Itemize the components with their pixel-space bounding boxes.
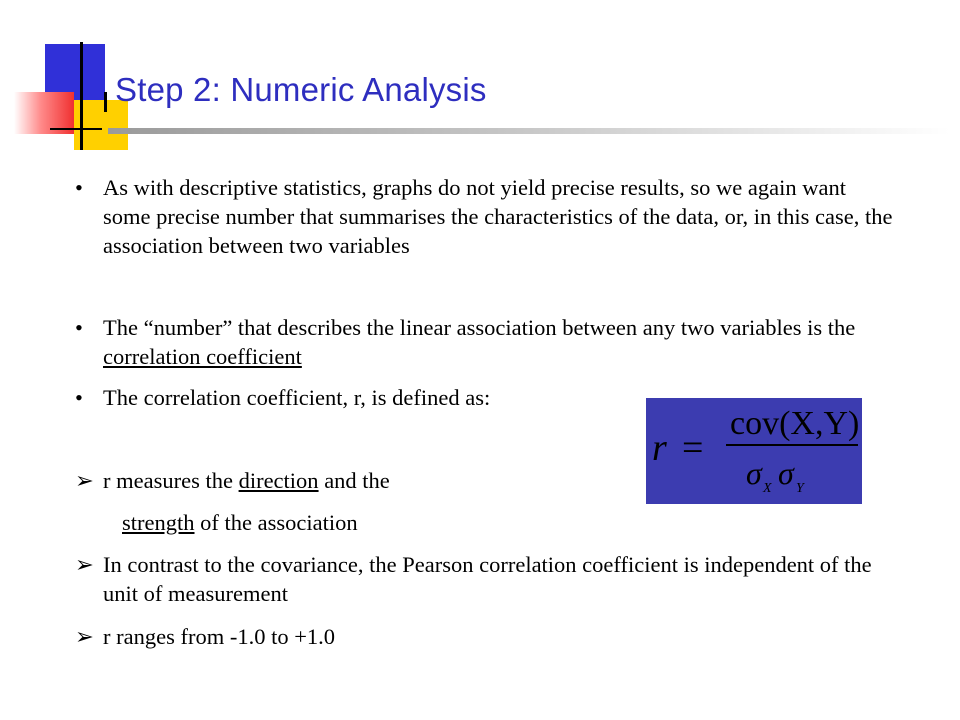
strength-term: strength: [122, 510, 195, 535]
formula-numerator: cov(X,Y): [730, 405, 860, 442]
correlation-coefficient-term: correlation coefficient: [103, 344, 302, 369]
horizontal-line-decoration: [50, 128, 102, 130]
direction-term: direction: [238, 468, 319, 493]
arrow-text-lead: r measures the: [103, 468, 239, 493]
bullet-item: [75, 173, 895, 260]
formula-equals: =: [682, 427, 704, 469]
arrow-item-text: In contrast to the covariance, the Pearson correlation coefficient is independent of the unit of measurement: [103, 552, 872, 606]
vertical-line-decoration: [80, 42, 83, 150]
formula-graphic: [646, 398, 862, 504]
title-underline-gradient: [108, 128, 950, 134]
slide-title: Step 2: Numeric Analysis: [115, 71, 487, 108]
bullet-text: As with descriptive statistics, graphs do not yield precise results, so we again want some precise number that summarises the characteristics of the data, or, in this case, the association between two variables: [103, 175, 893, 258]
arrow-bullet-icon: ➢: [75, 624, 94, 649]
arrow-item: [75, 622, 895, 651]
bullet-item: [75, 313, 895, 371]
arrow-item-text: r ranges from -1.0 to +1.0: [103, 624, 336, 649]
short-vertical-line-decoration: [104, 92, 107, 112]
formula-sigma-x: σ: [746, 455, 762, 491]
arrow-item: [75, 466, 635, 495]
bullet-marker: •: [75, 315, 83, 340]
formula-subscript-y: Y: [796, 481, 804, 496]
bullet-marker: •: [75, 175, 83, 200]
formula-lhs: r: [652, 427, 667, 469]
arrow-text-tail: and the: [318, 468, 390, 493]
bullet-text: [103, 313, 895, 371]
correlation-formula: [646, 398, 862, 504]
arrow-bullet-icon: ➢: [75, 468, 94, 493]
bullet-text-lead: The “number” that describes the linear association between any two variables is the: [103, 315, 856, 340]
bullet-marker: •: [75, 385, 83, 410]
formula-subscript-x: X: [763, 481, 772, 496]
continuation-tail: of the association: [194, 510, 358, 535]
arrow-item-continuation: [122, 508, 622, 537]
formula-sigma-y: σ: [778, 455, 794, 491]
arrow-bullet-icon: ➢: [75, 552, 94, 577]
fraction-bar: [726, 444, 858, 446]
arrow-item: [75, 550, 895, 608]
arrow-item-text: [103, 466, 635, 495]
bullet-text: The correlation coefficient, r, is defined as:: [103, 385, 491, 410]
